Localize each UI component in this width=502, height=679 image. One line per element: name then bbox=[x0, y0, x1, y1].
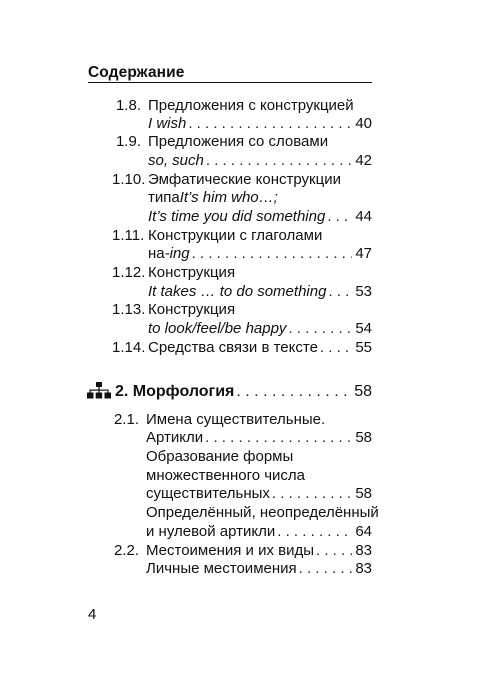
toc-title-italic: to look/feel/be happy bbox=[148, 320, 287, 337]
toc-page: 83 bbox=[355, 560, 372, 577]
toc-title: Средства связи в тексте bbox=[148, 339, 318, 356]
toc-title: Эмфатические конструкции bbox=[148, 171, 341, 188]
toc-title: Предложения со словами bbox=[148, 133, 329, 150]
toc-page: 44 bbox=[355, 208, 372, 225]
toc-entry-1-10-cont2[interactable] bbox=[148, 207, 372, 226]
toc-title: на bbox=[148, 245, 165, 262]
chapter-title: 2. Морфология bbox=[115, 383, 235, 400]
toc-title: Конструкции с глаголами bbox=[148, 227, 323, 244]
toc-page: 83 bbox=[355, 542, 372, 559]
toc-title: Имена существительные. bbox=[146, 411, 326, 428]
toc-title-italic: It’s time you did something bbox=[148, 208, 326, 225]
page-header-title: Содержание bbox=[88, 64, 185, 81]
toc-number: 1.8. bbox=[115, 97, 141, 114]
toc-entry-1-11[interactable] bbox=[112, 226, 372, 245]
toc-number: 2.2. bbox=[113, 542, 139, 559]
toc-subentry-personal-pronouns[interactable] bbox=[146, 559, 372, 578]
toc-entry-1-13-cont[interactable] bbox=[148, 319, 372, 338]
toc-entry-2-1[interactable] bbox=[110, 410, 372, 429]
dot-leader bbox=[236, 382, 352, 401]
toc-entry-1-10[interactable] bbox=[112, 170, 372, 189]
toc-chapter-2[interactable] bbox=[115, 382, 372, 401]
toc-number: 1.11. bbox=[112, 227, 145, 244]
toc-title: множественного числа bbox=[146, 467, 306, 484]
dot-leader bbox=[277, 522, 352, 541]
toc-title: Предложения с конструкцией bbox=[148, 97, 354, 114]
toc-page: 53 bbox=[355, 283, 372, 300]
toc-subentry-plural[interactable] bbox=[146, 447, 372, 466]
toc-title-italic: It’s him who…; bbox=[179, 189, 278, 206]
toc-entry-1-8-cont[interactable] bbox=[148, 114, 372, 133]
toc-page: 58 bbox=[355, 429, 372, 446]
toc-number: 1.10. bbox=[112, 171, 146, 188]
dot-leader bbox=[320, 338, 352, 357]
toc-page: 55 bbox=[355, 339, 372, 356]
toc-entry-1-12[interactable] bbox=[112, 263, 372, 282]
dot-leader bbox=[328, 282, 352, 301]
toc-page: 64 bbox=[355, 523, 372, 540]
toc-title: Местоимения и их виды bbox=[146, 542, 315, 559]
toc-entry-1-10-cont[interactable] bbox=[148, 188, 372, 207]
toc-entry-1-14[interactable] bbox=[112, 338, 372, 357]
toc-title: Конструкция bbox=[148, 301, 236, 318]
dot-leader bbox=[316, 541, 352, 560]
toc-entry-1-11-cont[interactable] bbox=[148, 244, 372, 263]
dot-leader bbox=[327, 207, 352, 226]
toc-subentry-plural-cont[interactable] bbox=[146, 466, 372, 485]
dot-leader bbox=[288, 319, 352, 338]
toc-page: 54 bbox=[355, 320, 372, 337]
toc-title-italic: -ing bbox=[164, 245, 190, 262]
toc-subentry-plural-cont2[interactable] bbox=[146, 484, 372, 503]
dot-leader bbox=[205, 428, 352, 447]
toc-number: 1.12. bbox=[112, 264, 146, 281]
dot-leader bbox=[188, 114, 352, 133]
toc-title: Личные местоимения bbox=[146, 560, 297, 577]
dot-leader bbox=[192, 244, 352, 263]
toc-page: 58 bbox=[355, 485, 372, 502]
toc-number: 1.13. bbox=[112, 301, 146, 318]
toc-number: 1.9. bbox=[115, 133, 141, 150]
toc-title: типа bbox=[148, 189, 180, 206]
toc-subentry-articles[interactable] bbox=[146, 503, 379, 522]
toc-title-italic: I wish bbox=[148, 115, 187, 132]
dot-leader bbox=[299, 559, 352, 578]
toc-title: Образование формы bbox=[146, 448, 294, 465]
toc-page: 40 bbox=[355, 115, 372, 132]
toc-entry-1-9[interactable] bbox=[112, 132, 372, 151]
dot-leader bbox=[272, 484, 352, 503]
toc-entry-1-12-cont[interactable] bbox=[148, 282, 372, 301]
toc-entry-2-1-cont[interactable] bbox=[146, 428, 372, 447]
toc-title: Определённый, неопределённый bbox=[146, 504, 379, 521]
toc-entry-1-9-cont[interactable] bbox=[148, 151, 372, 170]
hierarchy-icon bbox=[87, 382, 111, 400]
toc-title-italic: It takes … to do something bbox=[148, 283, 327, 300]
toc-number: 2.1. bbox=[113, 411, 139, 428]
page-number: 4 bbox=[88, 606, 97, 623]
toc-number: 1.14. bbox=[112, 339, 146, 356]
toc-title: Конструкция bbox=[148, 264, 236, 281]
toc-title-italic: so, such bbox=[148, 152, 204, 169]
toc-page: 58 bbox=[354, 383, 372, 400]
toc-subentry-articles-cont[interactable] bbox=[146, 522, 372, 541]
toc-title: Артикли bbox=[146, 429, 204, 446]
toc-title: и нулевой артикли bbox=[146, 523, 276, 540]
dot-leader bbox=[206, 151, 352, 170]
toc-entry-1-13[interactable] bbox=[112, 300, 372, 319]
toc-title: существительных bbox=[146, 485, 270, 502]
toc-page: 47 bbox=[355, 245, 372, 262]
toc-entry-2-2[interactable] bbox=[110, 541, 372, 560]
toc-entry-1-8[interactable] bbox=[112, 96, 372, 115]
toc-page: 42 bbox=[355, 152, 372, 169]
